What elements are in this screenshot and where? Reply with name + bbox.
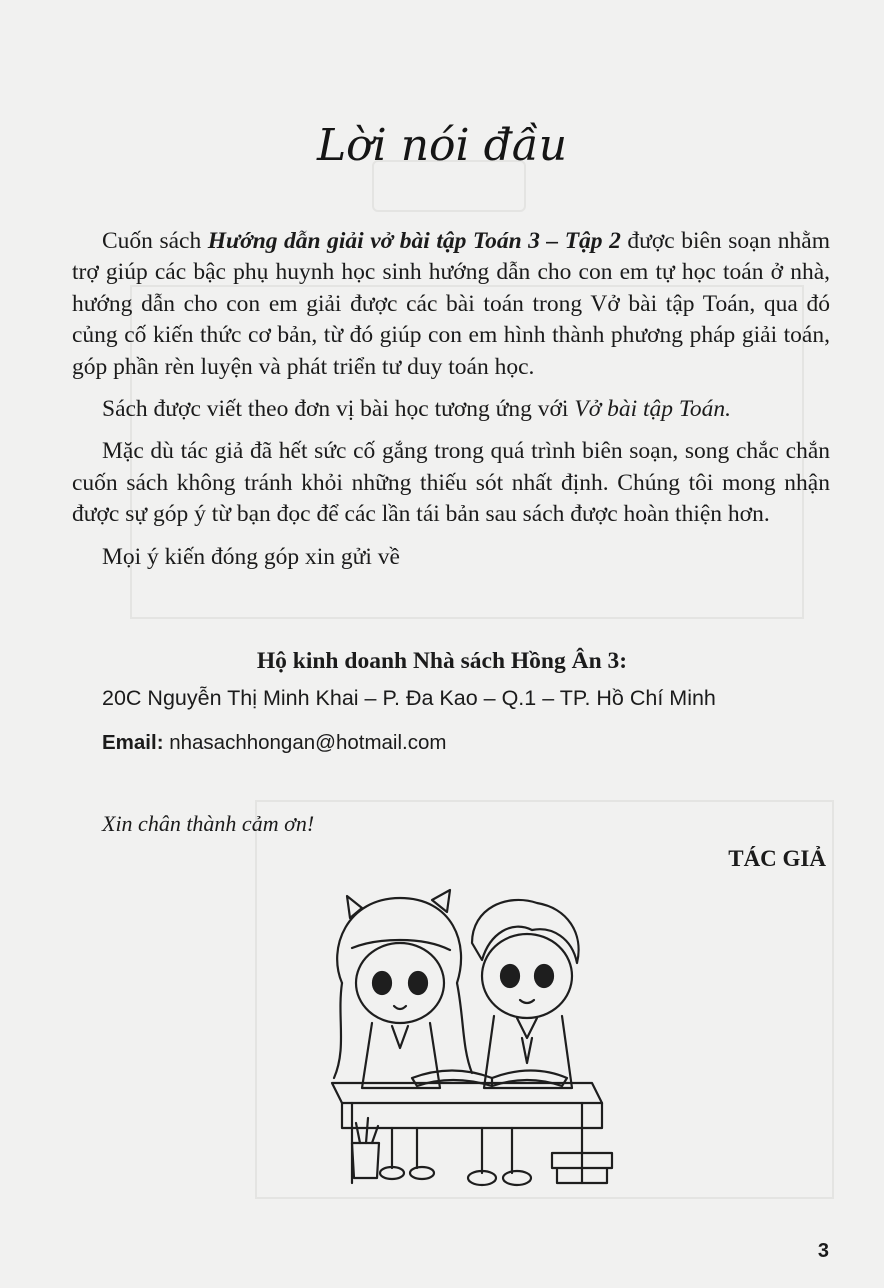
paragraph-feedback: Mọi ý kiến đóng góp xin gửi về xyxy=(102,543,400,570)
preface-body xyxy=(72,226,830,584)
children-reading-icon xyxy=(322,888,622,1193)
email-line xyxy=(102,731,446,755)
address: 20C Nguyễn Thị Minh Khai – P. Đa Kao – Q.1 – TP. Hồ Chí Minh xyxy=(102,686,716,710)
paragraph-intro xyxy=(72,226,830,383)
workbook-reference: Vở bài tập Toán. xyxy=(574,396,731,423)
paragraph-apology: Mặc dù tác giả đã hết sức cố gắng trong quá trình biên soạn, song chắc chắn cuốn sách không tránh khỏi những thiếu sót nhất định. Chúng tôi mong nhận được sự góp ý từ bạn đọc để các lần tái bản sau sách được hoàn thiện hơn. xyxy=(72,438,830,528)
text-run: Cuốn sách xyxy=(102,228,208,254)
email-address: nhasachhongan@hotmail.com xyxy=(163,731,447,754)
business-name: Hộ kinh doanh Nhà sách Hồng Ân 3: xyxy=(256,648,628,674)
text-run: được biên soạn nhằm trợ giúp các bậc phụ huynh học sinh hướng dẫn cho con em tự học toán ở nhà, hướng dẫn cho con em giải được các bài toán trong Vở bài tập Toán, qua đó củng cố kiến thức cơ bản, từ đó giúp con em hình thành phương pháp giải toán, góp phần rèn luyện và phát triển tư duy toán học. xyxy=(72,228,830,380)
text-run: Sách được viết theo đơn vị bài học tương ứng với xyxy=(102,396,575,423)
page-title: Lời nói đầu xyxy=(316,120,568,171)
paragraph-structure xyxy=(72,394,830,425)
page-number: 3 xyxy=(817,1240,829,1262)
email-label: Email: xyxy=(102,731,164,754)
book-title: Hướng dẫn giải vở bài tập Toán 3 – Tập 2 xyxy=(207,228,621,254)
thanks-line: Xin chân thành cảm ơn! xyxy=(102,811,315,836)
author-signature: TÁC GIẢ xyxy=(728,846,826,871)
